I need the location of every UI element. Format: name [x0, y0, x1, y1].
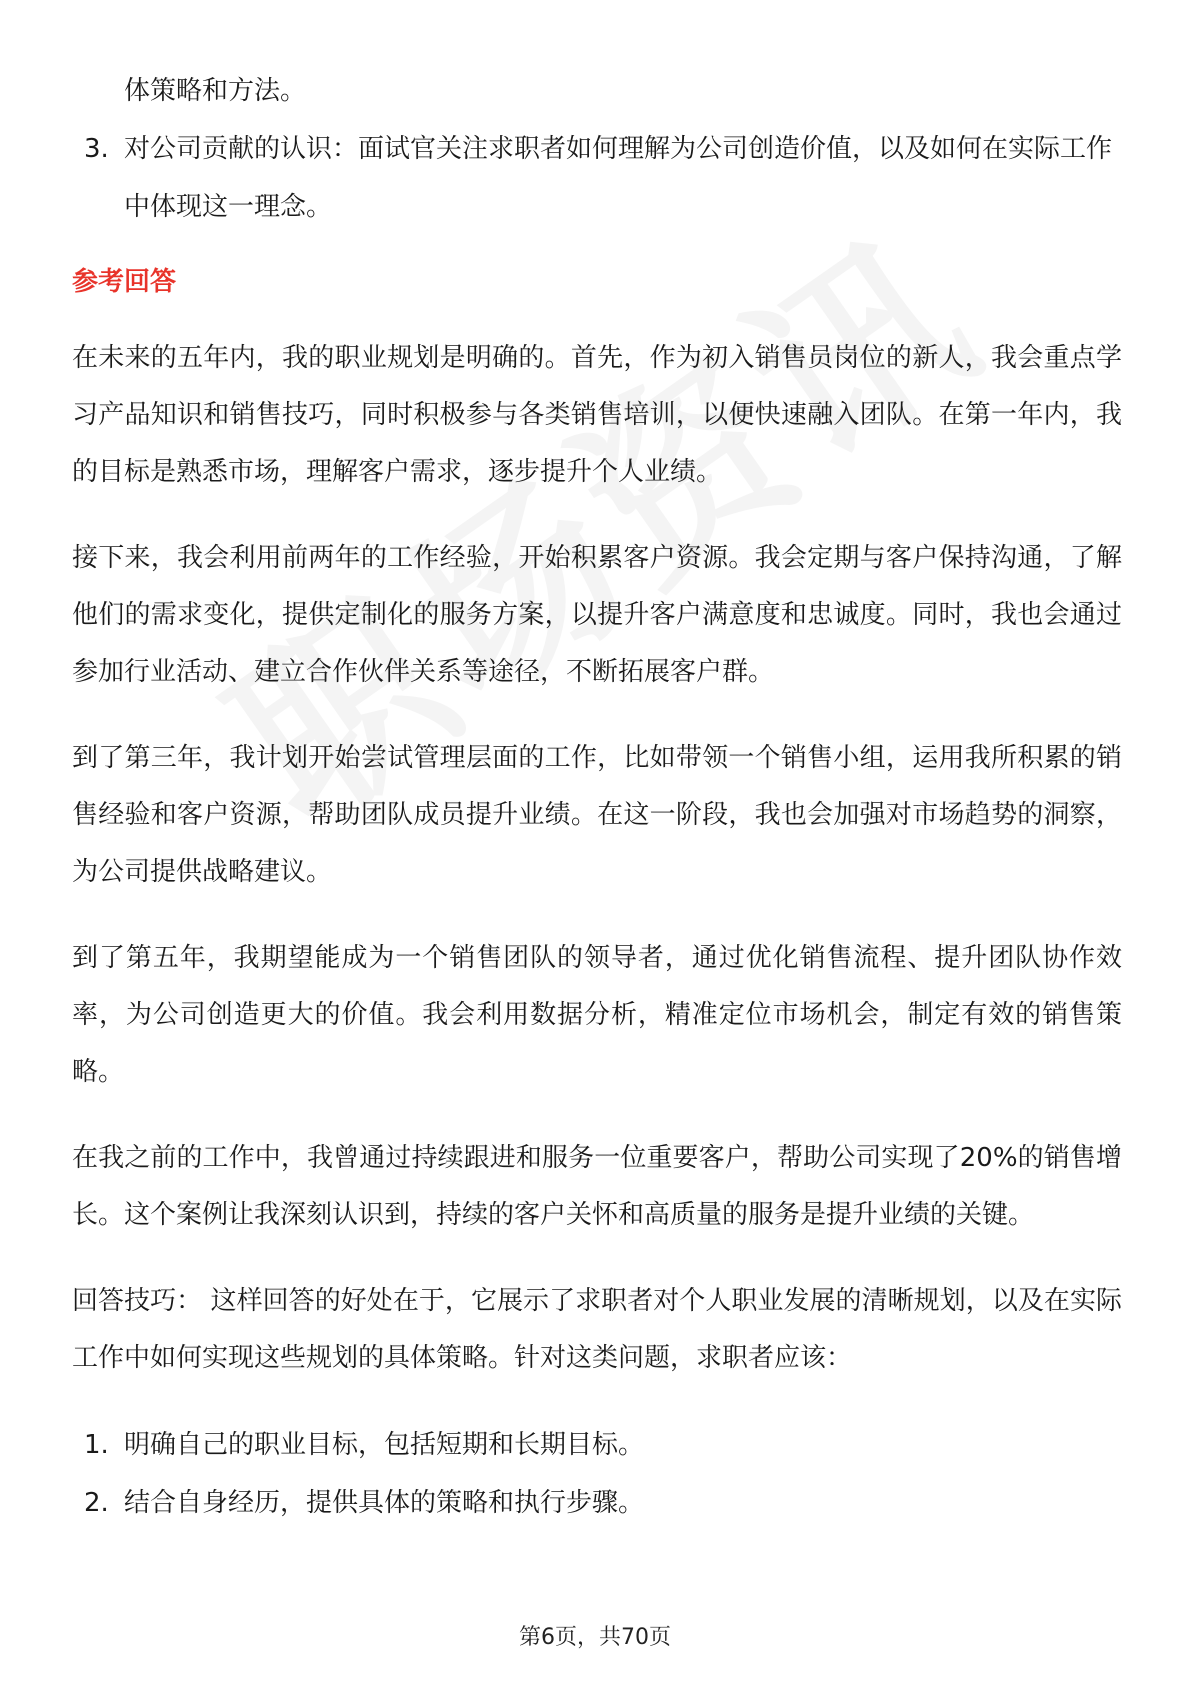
answer-paragraph: 到了第三年，我计划开始尝试管理层面的工作，比如带领一个销售小组，运用我所积累的销售经验和客户资源，帮助团队成员提升业绩。在这一阶段，我也会加强对市场趋势的洞察，为公司提供战略建议。 — [72, 743, 1122, 887]
page-number-footer: 第6页，共70页 — [519, 1625, 671, 1650]
list-item-text: 结合自身经历，提供具体的策略和执行步骤。 — [124, 1488, 645, 1518]
section-heading: 参考回答 — [72, 267, 177, 297]
page-content — [72, 62, 1122, 1532]
list-item-number: 3. — [84, 134, 109, 164]
tips-paragraph: 回答技巧： 这样回答的好处在于，它展示了求职者对个人职业发展的清晰规划，以及在实际工作中如何实现这些规划的具体策略。针对这类问题，求职者应该： — [72, 1286, 1122, 1373]
answer-paragraph: 到了第五年，我期望能成为一个销售团队的领导者，通过优化销售流程、提升团队协作效率，为公司创造更大的价值。我会利用数据分析，精准定位市场机会，制定有效的销售策略。 — [72, 943, 1122, 1087]
list-item-number: 1. — [84, 1430, 109, 1460]
list-item-text: 体策略和方法。 — [124, 76, 307, 106]
answer-paragraph: 接下来，我会利用前两年的工作经验，开始积累客户资源。我会定期与客户保持沟通，了解他们的需求变化，提供定制化的服务方案，以提升客户满意度和忠诚度。同时，我也会通过参加行业活动、建立合作伙伴关系等途径，不断拓展客户群。 — [72, 543, 1122, 687]
top-numbered-list — [72, 62, 1122, 236]
list-item — [72, 120, 1122, 236]
list-item-text: 明确自己的职业目标，包括短期和长期目标。 — [124, 1430, 645, 1460]
list-item-number: 2. — [84, 1488, 109, 1518]
list-item — [72, 1474, 1122, 1532]
bottom-numbered-list — [72, 1416, 1122, 1532]
list-item — [72, 1416, 1122, 1474]
list-item — [72, 62, 1122, 120]
answer-paragraph: 在未来的五年内，我的职业规划是明确的。首先，作为初入销售员岗位的新人，我会重点学习产品知识和销售技巧，同时积极参与各类销售培训，以便快速融入团队。在第一年内，我的目标是熟悉市场，理解客户需求，逐步提升个人业绩。 — [72, 343, 1122, 487]
answer-paragraph: 在我之前的工作中，我曾通过持续跟进和服务一位重要客户，帮助公司实现了20%的销售增长。这个案例让我深刻认识到，持续的客户关怀和高质量的服务是提升业绩的关键。 — [72, 1143, 1122, 1230]
list-item-text: 对公司贡献的认识：面试官关注求职者如何理解为公司创造价值，以及如何在实际工作中体现这一理念。 — [124, 134, 1113, 222]
